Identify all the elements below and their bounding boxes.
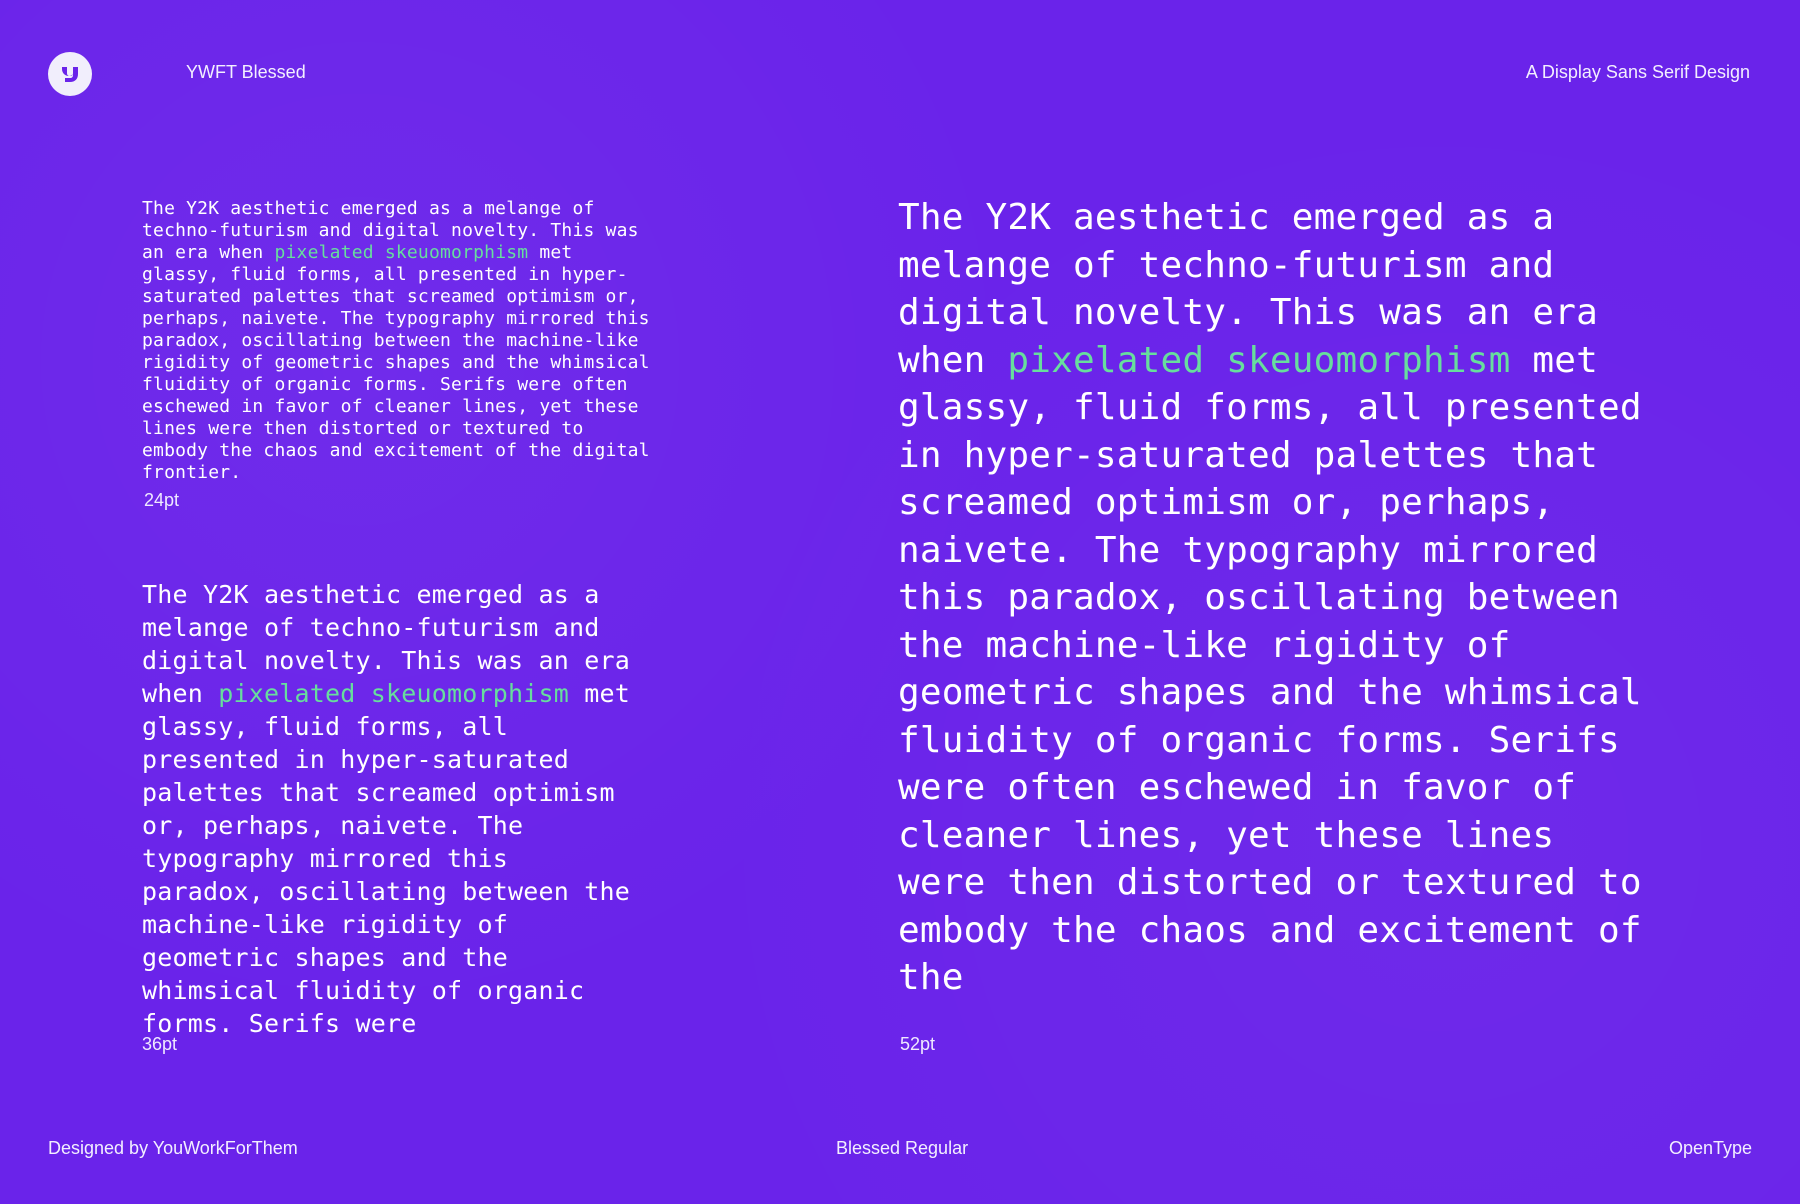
sample-52pt-text-before: The Y2K aesthetic emerged as a melange of techno-futurism and digital novelty. This was an era when [898, 197, 1598, 381]
sample-36pt [142, 578, 642, 1040]
sample-24pt-highlight: pixelated skeuomorphism [274, 242, 529, 263]
sample-36pt-text-after: met glassy, fluid forms, all presented in hyper-saturated palettes that screamed optimism or, perhaps, naivete. The typography mirrored this paradox, oscillating between the machine-like rigidity of geometric shapes and the whimsical fluidity of organic forms. Serifs were [142, 679, 631, 1038]
sample-52pt-text-after: met glassy, fluid forms, all presented in hyper-saturated palettes that screamed optimism or, perhaps, naivete. The typography mirrored this paradox, oscillating between the machine-like rigidity of geometric shapes and the whimsical fluidity of organic forms. Serifs were often eschewed in favor of cleaner lines, yet these lines were then distorted or textured to embody the chaos and excitement of the [898, 339, 1642, 998]
font-name: YWFT Blessed [186, 62, 306, 82]
sample-24pt [142, 198, 652, 484]
size-label-24pt: 24pt [144, 490, 180, 510]
ywft-logo-icon [48, 52, 92, 96]
sample-52pt [898, 194, 1658, 1002]
font-style-name: Blessed Regular [836, 1138, 969, 1158]
sample-36pt-highlight: pixelated skeuomorphism [218, 679, 570, 708]
size-label-52pt: 52pt [900, 1034, 936, 1054]
font-format: OpenType [1668, 1138, 1752, 1158]
designer-credit: Designed by YouWorkForThem [48, 1138, 298, 1158]
size-label-36pt: 36pt [142, 1034, 178, 1054]
sample-24pt-text-after: met glassy, fluid forms, all presented in hyper-saturated palettes that screamed optimism or, perhaps, naivete. The typography mirrored this paradox, oscillating between the machine-like rigidity of geometric shapes and the whimsical fluidity of organic forms. Serifs were often eschewed in favor of cleaner lines, yet these lines were then distorted or textured to embody the chaos and excitement of the digital frontier. [142, 242, 650, 483]
sample-52pt-highlight: pixelated skeuomorphism [1007, 339, 1511, 381]
sample-36pt-text-before: The Y2K aesthetic emerged as a melange of techno-futurism and digital novelty. This was an era when [142, 580, 631, 708]
sample-24pt-text-before: The Y2K aesthetic emerged as a melange of techno-futurism and digital novelty. This was an era when [142, 198, 639, 263]
font-tagline: A Display Sans Serif Design [1525, 62, 1750, 82]
